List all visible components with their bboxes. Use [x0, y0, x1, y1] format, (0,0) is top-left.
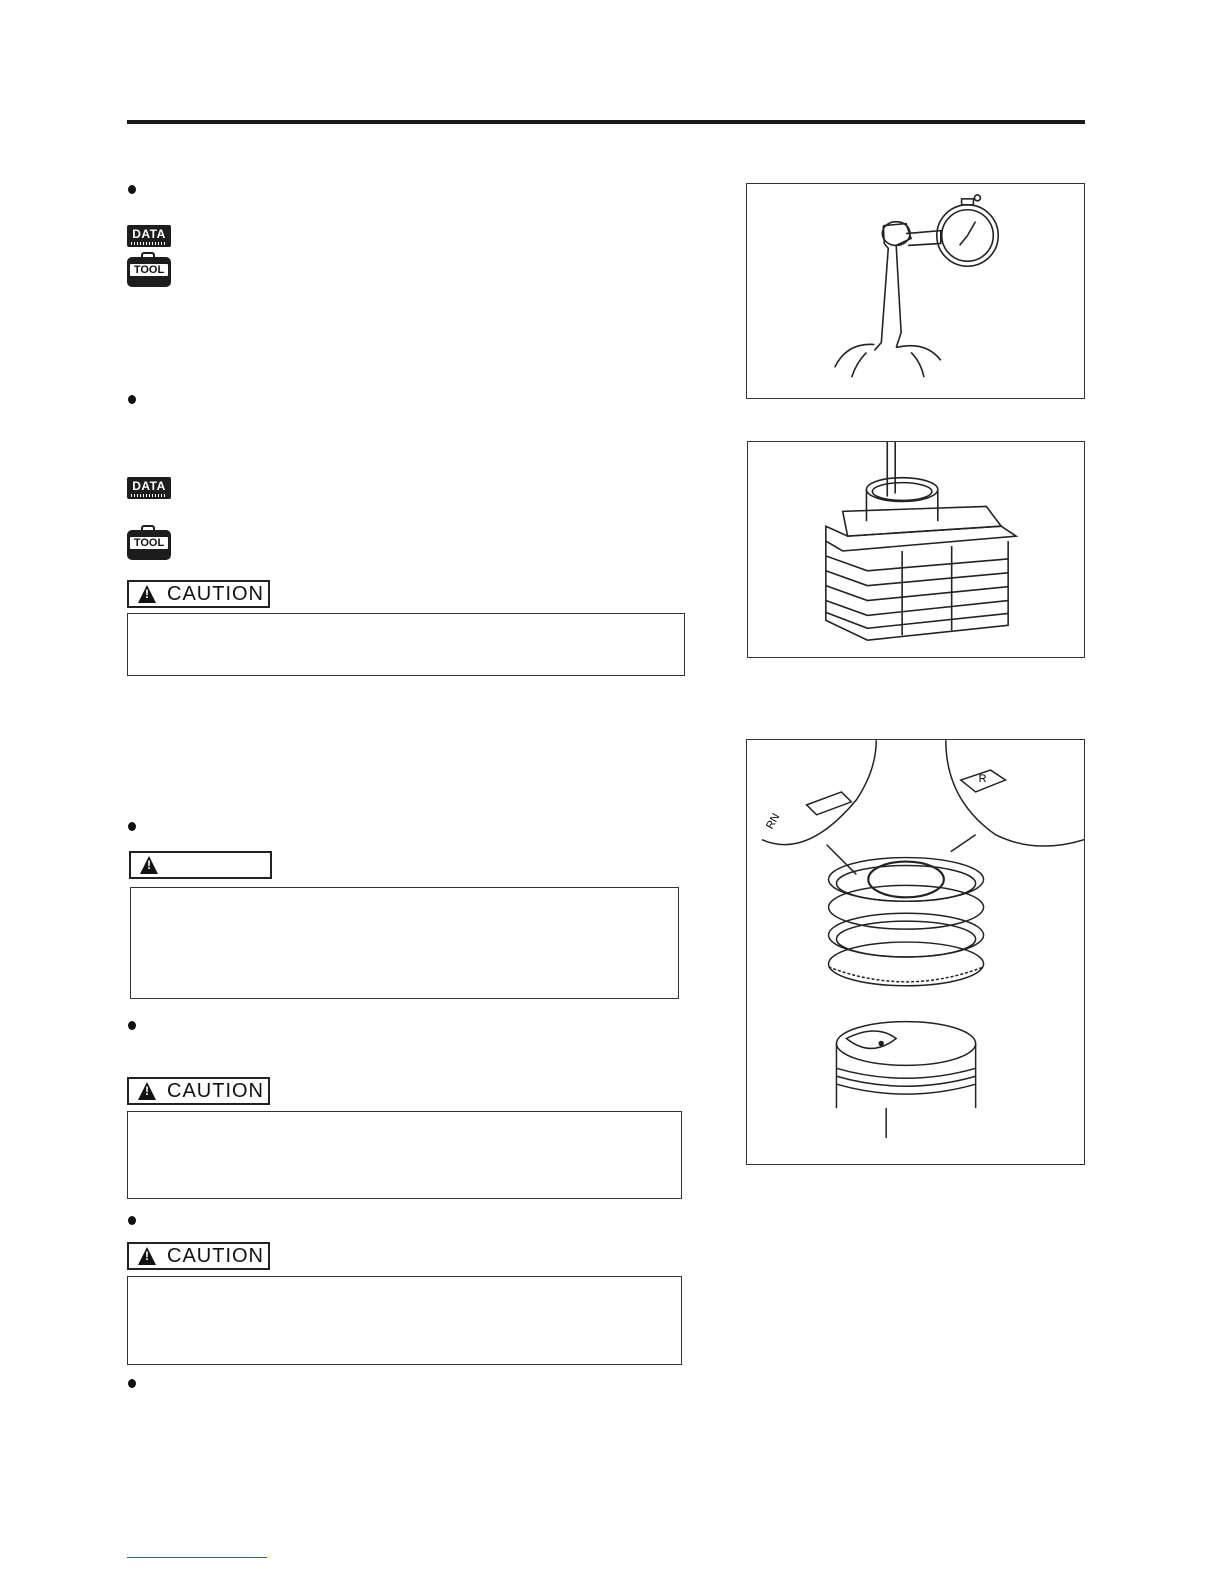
cylinder-illustration	[748, 442, 1084, 657]
figure-dial-gauge-conrod	[746, 183, 1085, 399]
piston-rings-illustration	[747, 740, 1084, 1164]
warning-icon	[140, 856, 158, 874]
ring-mark-rn: RN	[764, 811, 783, 832]
bullet-point	[128, 822, 136, 831]
bullet-point	[128, 395, 136, 404]
tool-icon: TOOL	[127, 530, 171, 560]
warning-icon	[138, 1247, 156, 1265]
caution-text: CAUTION	[167, 1245, 264, 1267]
bullet-point	[128, 1216, 136, 1225]
warning-label	[129, 851, 272, 879]
caution-label	[127, 1077, 270, 1105]
caution-text: CAUTION	[167, 1080, 264, 1102]
data-icon: DATA	[127, 225, 171, 247]
bullet-point	[128, 1379, 136, 1388]
bullet-point	[128, 1021, 136, 1030]
warning-note-box	[130, 887, 679, 999]
tool-icon: TOOL	[127, 257, 171, 287]
caution-label	[127, 1242, 270, 1270]
dial-gauge-illustration	[747, 184, 1084, 398]
header-rule	[127, 120, 1085, 124]
ring-mark-r: R	[978, 773, 987, 786]
data-icon: DATA	[127, 477, 171, 499]
caution-label	[127, 580, 270, 608]
figure-piston-rings	[746, 739, 1085, 1165]
caution-text: CAUTION	[167, 583, 264, 605]
caution-note-box	[127, 1111, 682, 1199]
caution-note-box	[127, 613, 685, 676]
bullet-point	[128, 185, 136, 194]
warning-icon	[138, 585, 156, 603]
figure-cylinder-bore	[747, 441, 1085, 658]
warning-icon	[138, 1082, 156, 1100]
footer-link[interactable]	[127, 1557, 267, 1558]
caution-note-box	[127, 1276, 682, 1365]
